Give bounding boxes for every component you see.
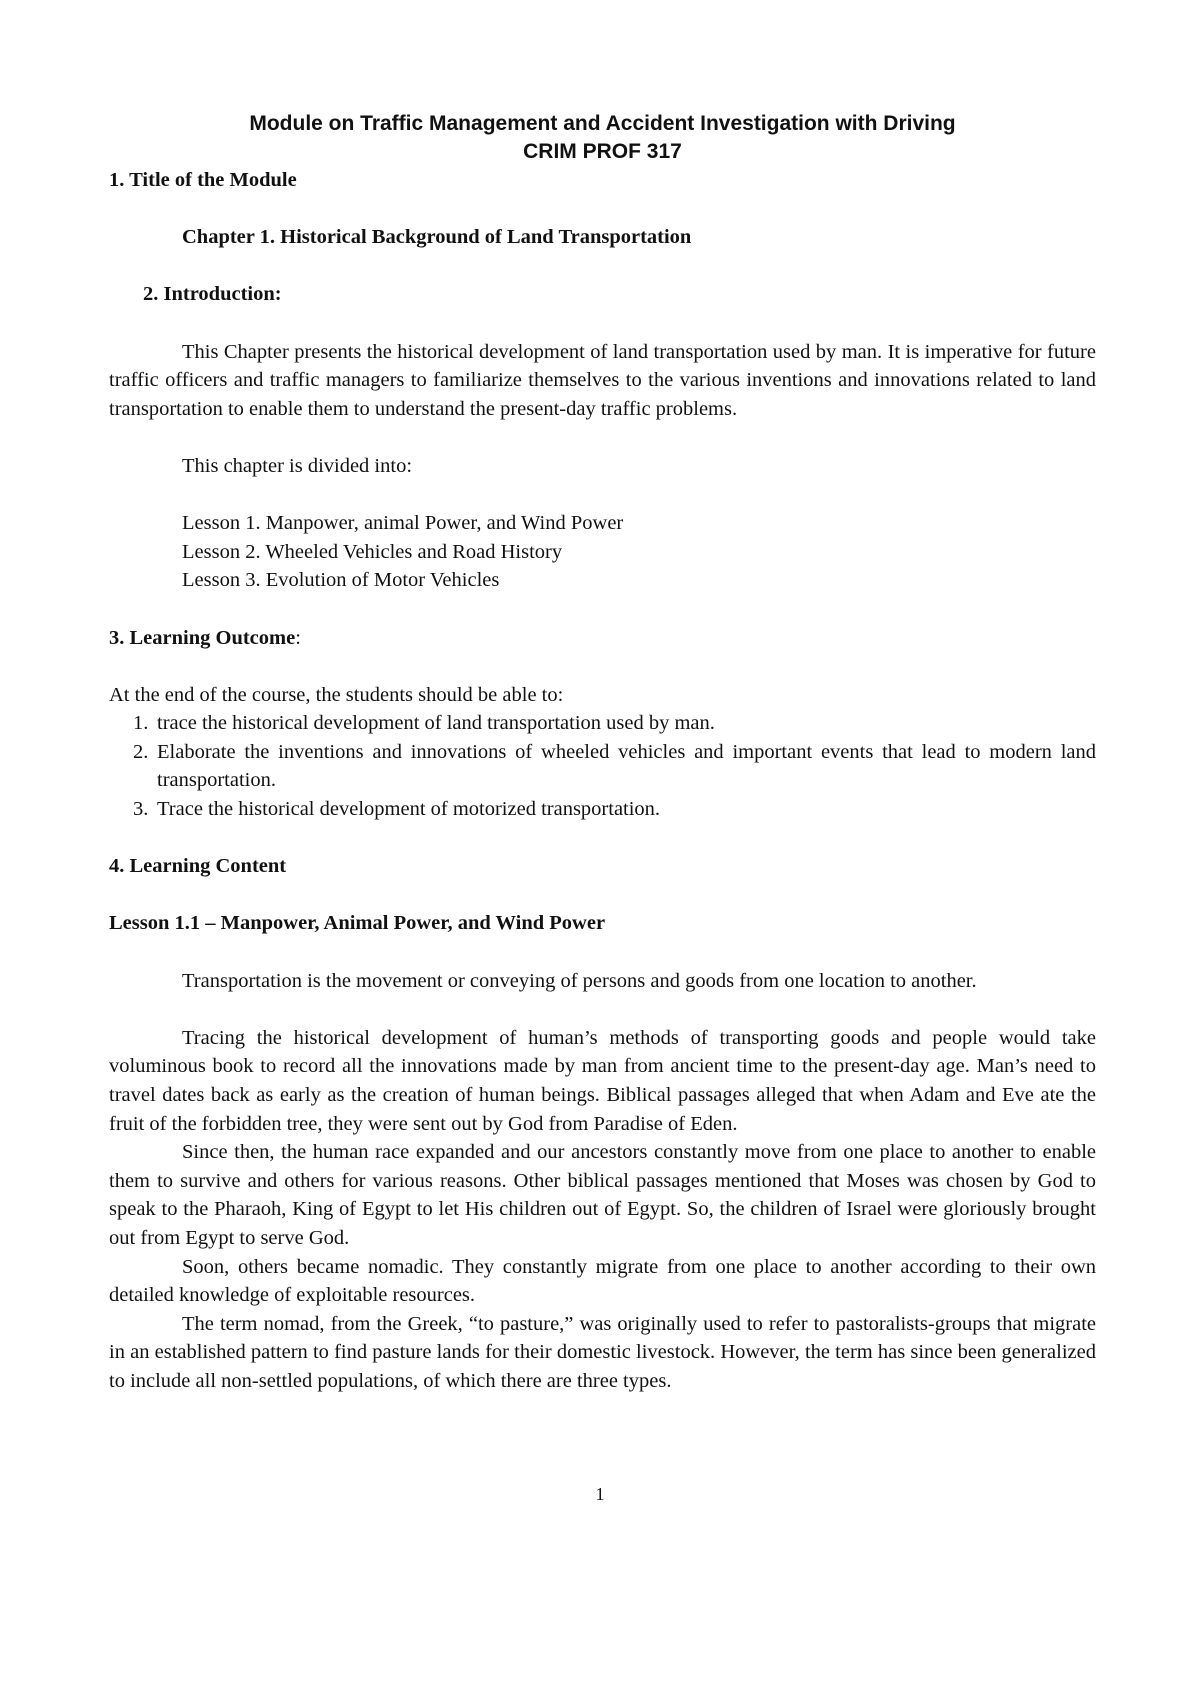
content-paragraph: Tracing the historical development of human’s methods of transporting goods and people would take voluminous book to record all the innovations made by man from ancient time to the present-day age. Man’s need to travel dates back as early as the creation of human beings. Biblical passages alleged that when Adam and Eve ate the fruit of the forbidden tree, they were sent out by God from Paradise of Eden. (109, 1026, 1096, 1135)
learning-outcome-heading-colon: : (295, 626, 301, 649)
content-paragraph: Soon, others became nomadic. They constantly migrate from one place to another according to their own detailed knowledge of exploitable resources. (109, 1255, 1096, 1307)
content-paragraph: Since then, the human race expanded and our ancestors constantly move from one place to another to enable them to survive and others for various reasons. Other biblical passages mentioned that Moses was chosen by God to speak to the Pharaoh, King of Egypt to let His children out of Egypt. So, the children of Israel were gloriously brought out from Egypt to serve God. (109, 1141, 1096, 1249)
spacer (109, 995, 1096, 1024)
spacer (109, 195, 1096, 224)
page-content (109, 110, 1096, 1396)
document-header (109, 110, 1096, 166)
lesson-item: Lesson 1. Manpower, animal Power, and Wind Power (182, 512, 624, 535)
learning-outcome-item (109, 709, 1096, 738)
chapter-divided-intro: This chapter is divided into: (182, 454, 413, 477)
page-number: 1 (595, 1484, 605, 1504)
section-introduction-heading: 2. Introduction: (143, 283, 282, 306)
introduction-paragraph: This Chapter presents the historical development of land transportation used by man. It is imperative for future traffic officers and traffic managers to familiarize themselves to the various inventions and innovations related to land transportation to enable them to understand the present-day traffic problems. (109, 340, 1096, 420)
section-title-of-module-heading: 1. Title of the Module (109, 169, 297, 191)
content-paragraph: The term nomad, from the Greek, “to pasture,” was originally used to refer to pastoralists-groups that migrate in an established pattern to find pasture lands for their domestic livestock. However, the term has since been generalized to include all non-settled populations, of which there are three types. (109, 1312, 1096, 1392)
lesson-item: Lesson 3. Evolution of Motor Vehicles (182, 569, 500, 592)
spacer (109, 938, 1096, 967)
outcome-number: 3. (133, 798, 149, 821)
learning-outcome-item (109, 795, 1096, 824)
outcome-text: Elaborate the inventions and innovations of wheeled vehicles and important events that lead to modern land transportation. (157, 740, 1096, 792)
learning-outcome-intro: At the end of the course, the students should be able to: (109, 683, 564, 706)
learning-outcome-list (109, 709, 1096, 823)
spacer (109, 652, 1096, 681)
spacer (109, 309, 1096, 338)
spacer (109, 824, 1096, 853)
content-paragraph: Transportation is the movement or conveying of persons and goods from one location to another. (182, 969, 977, 992)
learning-outcome-item (109, 738, 1096, 795)
chapter-title: Chapter 1. Historical Background of Land Transportation (182, 226, 692, 249)
learning-outcome-heading-text: 3. Learning Outcome (109, 626, 296, 649)
outcome-number: 1. (133, 712, 149, 735)
section-learning-outcome-heading (109, 624, 1096, 653)
lesson-item: Lesson 2. Wheeled Vehicles and Road History (182, 540, 563, 563)
spacer (109, 423, 1096, 452)
outcome-number: 2. (133, 740, 149, 763)
spacer (109, 881, 1096, 910)
spacer (109, 481, 1096, 510)
lesson-1-1-heading: Lesson 1.1 – Manpower, Animal Power, and Wind Power (109, 912, 606, 935)
course-code: CRIM PROF 317 (523, 140, 682, 163)
spacer (109, 252, 1096, 281)
outcome-text: Trace the historical development of motorized transportation. (157, 798, 661, 821)
lesson-list (109, 509, 1096, 595)
document-title: Module on Traffic Management and Accident Investigation with Driving (249, 112, 956, 135)
section-learning-content-heading: 4. Learning Content (109, 855, 287, 878)
outcome-text: trace the historical development of land transportation used by man. (157, 712, 715, 735)
spacer (109, 595, 1096, 624)
